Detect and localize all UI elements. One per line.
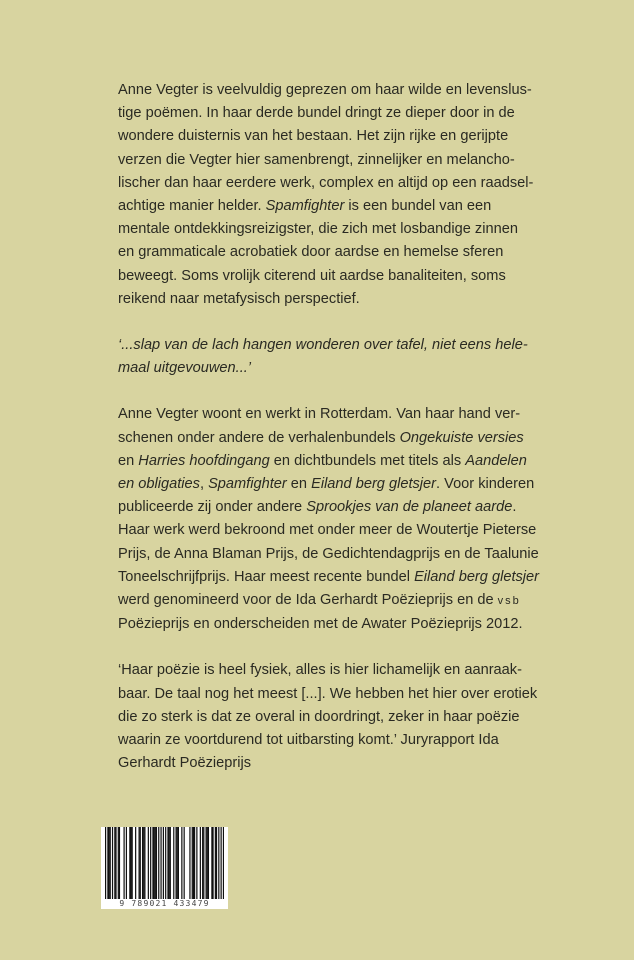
barcode-bar <box>139 827 140 899</box>
book-title: Sprookjes van de planeet aarde <box>306 499 513 516</box>
poem-quote <box>118 334 558 380</box>
barcode-bar <box>178 827 179 899</box>
book-title: Eiland berg gletsjer <box>311 476 437 493</box>
barcode-bar <box>118 827 119 899</box>
barcode-bar <box>211 827 212 899</box>
text-line: waarin ze voortdurend tot uitbarsting komt.’ Juryrapport Ida <box>118 732 499 749</box>
barcode-bar <box>177 827 178 899</box>
barcode-bar <box>165 827 166 899</box>
text-line: ‘Haar poëzie is heel fysiek, alles is hier lichamelijk en aanraak- <box>118 662 522 679</box>
text-line: en grammaticale acrobatiek door aardse en hemelse sferen <box>118 244 504 261</box>
text-line: wondere duisternis van het bestaan. Het zijn rijke en gerijpte <box>118 128 509 145</box>
barcode-bar <box>223 827 224 899</box>
barcode-bar <box>215 827 216 899</box>
barcode-bar <box>129 827 130 899</box>
text-line: schenen onder andere de verhalenbundels Ongekuiste versies <box>118 429 524 446</box>
barcode-bar <box>115 827 116 899</box>
barcode-bar <box>142 827 143 899</box>
barcode-bar <box>154 827 155 899</box>
book-title: en obligaties <box>118 476 200 493</box>
barcode-bar <box>193 827 194 899</box>
barcode-bar <box>132 827 133 899</box>
barcode-bar <box>181 827 182 899</box>
barcode-bar <box>160 827 161 899</box>
barcode-bar <box>189 827 190 899</box>
barcode-bar <box>163 827 164 899</box>
text-line: werd genomineerd voor de Ida Gerhardt Poëzieprijs en de vsb <box>118 592 521 609</box>
barcode-bar <box>192 827 193 899</box>
barcode-bar <box>175 827 176 899</box>
text-line: baar. De taal nog het meest [...]. We hebben het hier over erotiek <box>118 685 538 702</box>
text-line: Anne Vegter woont en werkt in Rotterdam. Van haar hand ver- <box>118 406 521 423</box>
barcode-bar <box>155 827 156 899</box>
book-title: Eiland berg gletsjer <box>414 568 540 585</box>
small-caps-acronym: vsb <box>497 595 521 608</box>
text-line: en obligaties, Spamfighter en Eiland berg gletsjer. Voor kinderen <box>118 476 535 493</box>
barcode-bar <box>148 827 149 899</box>
barcode-bars <box>105 827 224 899</box>
barcode-bar <box>206 827 207 899</box>
book-title: Spamfighter <box>265 198 345 215</box>
barcode-bar <box>212 827 213 899</box>
text-line: publiceerde zij onder andere Sprookjes van de planeet aarde. <box>118 499 517 516</box>
quote-line: maal uitgevouwen...’ <box>118 360 252 377</box>
barcode-bar <box>110 827 111 899</box>
barcode-bar <box>170 827 171 899</box>
text-line: verzen die Vegter hier samenbrengt, zinnelijker en melancho- <box>118 151 515 168</box>
barcode-bar <box>194 827 195 899</box>
barcode-bar <box>184 827 185 899</box>
text-line: tige poëmen. In haar derde bundel dringt ze dieper door in de <box>118 105 515 122</box>
description-paragraph <box>118 79 558 311</box>
text-line: beweegt. Soms vrolijk citerend uit aardse banaliteiten, soms <box>118 267 506 284</box>
barcode-bar <box>114 827 115 899</box>
barcode-bar <box>216 827 217 899</box>
text-line: lischer dan haar eerdere werk, complex en altijd op een raadsel- <box>118 174 534 191</box>
text-line: achtige manier helder. Spamfighter is een bundel van een <box>118 198 492 215</box>
barcode-bar <box>156 827 157 899</box>
text-line: reikend naar metafysisch perspectief. <box>118 290 360 307</box>
barcode-bar <box>158 827 159 899</box>
isbn-number: 9 789021 433479 <box>119 899 210 908</box>
text-line: Poëzieprijs en onderscheiden met de Awater Poëzieprijs 2012. <box>118 616 523 633</box>
text-line: mentale ontdekkingsreizigster, die zich met losbandige zinnen <box>118 221 518 238</box>
author-bio-paragraph <box>118 403 558 636</box>
barcode-bar <box>221 827 222 899</box>
barcode-bar <box>140 827 141 899</box>
barcode-bar <box>135 827 136 899</box>
back-cover-text <box>118 79 558 775</box>
barcode-bar <box>200 827 201 899</box>
barcode-bar <box>202 827 203 899</box>
text-line: Gerhardt Poëzieprijs <box>118 755 252 772</box>
isbn-barcode <box>101 827 228 909</box>
barcode-bar <box>167 827 168 899</box>
barcode-bar <box>126 827 127 899</box>
barcode-bar <box>150 827 151 899</box>
barcode-bar <box>152 827 153 899</box>
book-title: Spamfighter <box>208 476 287 493</box>
book-title: Harries hoofdingang <box>138 452 270 469</box>
book-title: Aandelen <box>465 452 527 469</box>
barcode-bar <box>119 827 120 899</box>
text-line: Anne Vegter is veelvuldig geprezen om haar wilde en levenslus- <box>118 82 532 98</box>
text-line: die zo sterk is dat ze overal in doordringt, zeker in haar poëzie <box>118 708 520 725</box>
barcode-bar <box>130 827 131 899</box>
jury-quote <box>118 659 558 775</box>
barcode-bar <box>143 827 144 899</box>
barcode-bar <box>144 827 145 899</box>
text-line: Toneelschrijfprijs. Haar meest recente bundel Eiland berg gletsjer <box>118 568 540 585</box>
barcode-bar <box>108 827 109 899</box>
barcode-bar <box>107 827 108 899</box>
barcode-bar <box>203 827 204 899</box>
barcode-bar <box>207 827 208 899</box>
barcode-bar <box>123 827 124 899</box>
book-title: Ongekuiste versies <box>399 429 524 446</box>
quote-line: ‘...slap van de lach hangen wonderen over tafel, niet eens hele- <box>118 337 528 354</box>
text-line: Prijs, de Anna Blaman Prijs, de Gedichtendagprijs en de Taalunie <box>118 545 539 562</box>
barcode-bar <box>112 827 113 899</box>
barcode-bar <box>173 827 174 899</box>
text-line: Haar werk werd bekroond met onder meer de Woutertje Pieterse <box>118 522 537 539</box>
barcode-bar <box>218 827 219 899</box>
barcode-bar <box>105 827 106 899</box>
barcode-bar <box>208 827 209 899</box>
barcode-bar <box>169 827 170 899</box>
barcode-bar <box>196 827 197 899</box>
text-line: en Harries hoofdingang en dichtbundels met titels als Aandelen <box>118 452 527 469</box>
